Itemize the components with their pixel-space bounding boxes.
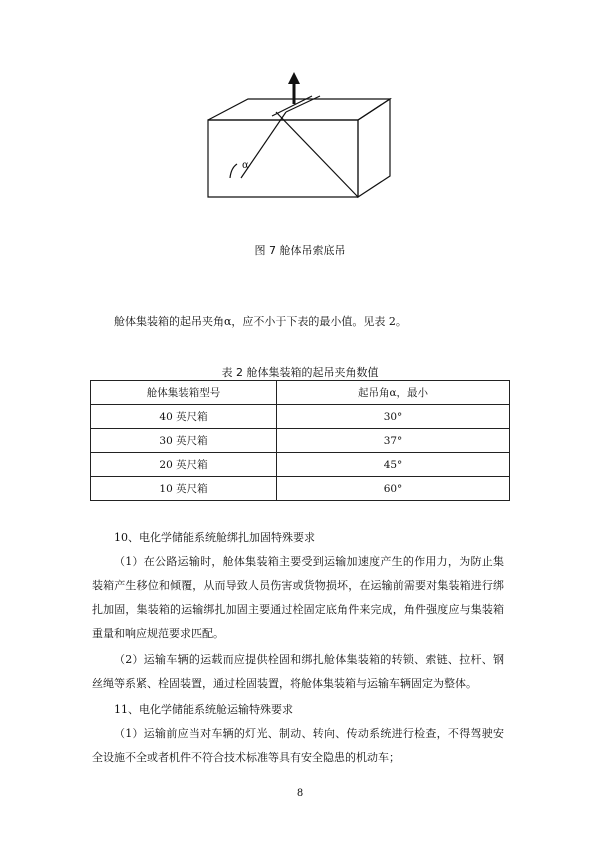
table-cell-model: 10 英尺箱: [91, 477, 277, 501]
section-10-paragraph-2: （2）运输车辆的运载而应提供栓固和绑扎舱体集装箱的转锁、索链、拉杆、钢丝绳等系紧、栓固装置，通过栓固装置，将舱体集装箱与运输车辆固定为整体。: [92, 653, 504, 690]
table-cell-model: 40 英尺箱: [91, 405, 277, 429]
lifting-angle-table: [90, 380, 510, 501]
angle-arc: [230, 164, 237, 178]
box-front-face: [208, 120, 358, 197]
table-header-row: [91, 381, 510, 405]
container-diagram: [200, 72, 410, 202]
table-cell-angle: 37°: [277, 429, 510, 453]
table-row: [91, 429, 510, 453]
table-title: 表 2 舱体集装箱的起吊夹角数值: [221, 366, 379, 379]
container-lifting-figure: [200, 72, 410, 202]
table-cell-angle: 60°: [277, 477, 510, 501]
table-header-angle: 起吊角α，最小: [277, 381, 510, 405]
table-cell-angle: 45°: [277, 453, 510, 477]
box-right-face: [358, 99, 390, 197]
intro-paragraph: 舱体集装箱的起吊夹角α，应不小于下表的最小值。见表 2。: [114, 315, 407, 328]
section-10-heading: 10、电化学储能系统舱绑扎加固特殊要求: [114, 531, 315, 544]
angle-label: α: [242, 160, 249, 171]
table-cell-angle: 30°: [277, 405, 510, 429]
figure-caption: 图 7 舱体吊索底吊: [254, 244, 346, 257]
table-header-model: 舱体集装箱型号: [91, 381, 277, 405]
section-11-paragraph-1: （1）运输前应当对车辆的灯光、制动、转向、传动系统进行检查，不得驾驶安全设施不全或者机件不符合技术标准等具有安全隐患的机动车；: [92, 727, 504, 764]
table-cell-model: 20 英尺箱: [91, 453, 277, 477]
hoist-arrow-icon: [288, 72, 300, 84]
table-cell-model: 30 英尺箱: [91, 429, 277, 453]
sling-rope-front: [276, 112, 358, 197]
table-row: [91, 453, 510, 477]
section-10-paragraph-1: （1）在公路运输时，舱体集装箱主要受到运输加速度产生的作用力，为防止集装箱产生移位和倾覆，从而导致人员伤害或货物损坏，在运输前需要对集装箱进行绑扎加固，集装箱的运输绑扎加固主要通过栓固定底角件来完成，角件强度应与集装箱重量和响应规范要求匹配。: [92, 555, 504, 640]
section-11-heading: 11、电化学储能系统舱运输特殊要求: [114, 703, 293, 716]
table-row: [91, 477, 510, 501]
page-number: 8: [296, 788, 304, 799]
table-row: [91, 405, 510, 429]
